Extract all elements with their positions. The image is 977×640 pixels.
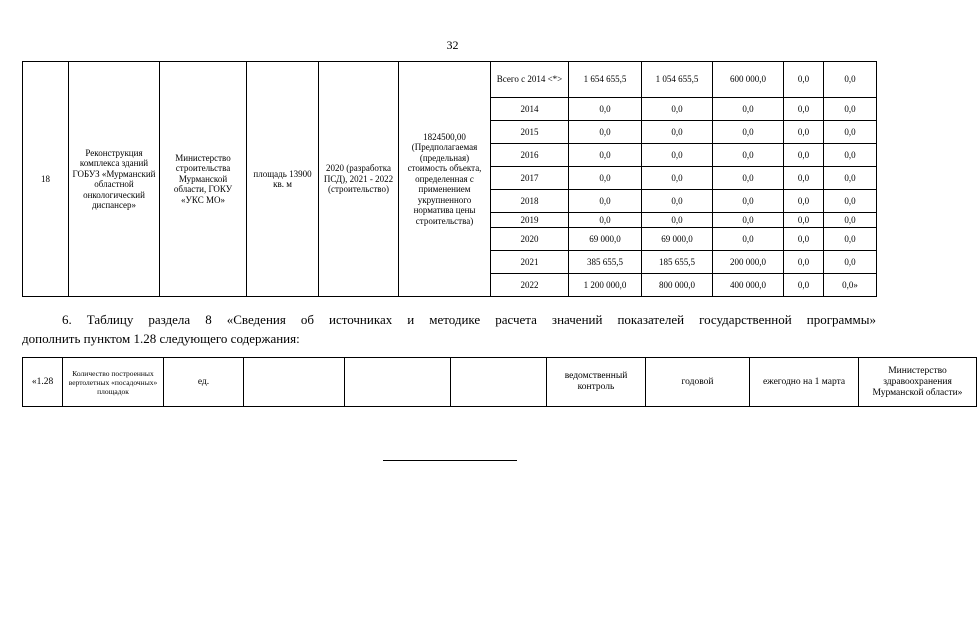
project-period: 2020 (разработка ПСД), 2021 - 2022 (строительство) <box>319 62 399 297</box>
federal-budget-value: 400 000,0 <box>713 274 784 297</box>
indicator-number: «1.28 <box>23 358 63 407</box>
indicator-empty-cell <box>451 358 547 407</box>
year-label: 2020 <box>491 228 569 251</box>
regional-budget-value: 0,0 <box>642 190 713 213</box>
local-budget-value: 0,0 <box>784 121 824 144</box>
extrabudget-value: 0,0 <box>824 213 877 228</box>
year-label: 2021 <box>491 251 569 274</box>
federal-budget-value: 0,0 <box>713 121 784 144</box>
extrabudget-value: 0,0 <box>824 144 877 167</box>
extrabudget-value: 0,0 <box>824 62 877 98</box>
project-year-row <box>23 62 877 98</box>
footer-rule <box>383 460 517 461</box>
year-label: Всего с 2014 <*> <box>491 62 569 98</box>
local-budget-value: 0,0 <box>784 213 824 228</box>
federal-budget-value: 0,0 <box>713 144 784 167</box>
extrabudget-value: 0,0 <box>824 121 877 144</box>
indicator-method: ведомственный контроль <box>547 358 646 407</box>
regional-budget-value: 185 655,5 <box>642 251 713 274</box>
total-value: 1 200 000,0 <box>569 274 642 297</box>
local-budget-value: 0,0 <box>784 251 824 274</box>
extrabudget-value: 0,0 <box>824 190 877 213</box>
local-budget-value: 0,0 <box>784 98 824 121</box>
regional-budget-value: 0,0 <box>642 98 713 121</box>
regional-budget-value: 0,0 <box>642 167 713 190</box>
federal-budget-value: 600 000,0 <box>713 62 784 98</box>
indicator-name: Количество построенных вертолетных «посадочных» площадок <box>63 358 164 407</box>
project-capacity: площадь 13900 кв. м <box>247 62 319 297</box>
year-label: 2016 <box>491 144 569 167</box>
local-budget-value: 0,0 <box>784 190 824 213</box>
local-budget-value: 0,0 <box>784 62 824 98</box>
extrabudget-value: 0,0 <box>824 228 877 251</box>
project-executor: Министерство строительства Мурманской области, ГОКУ «УКС МО» <box>160 62 247 297</box>
total-value: 0,0 <box>569 98 642 121</box>
extrabudget-value: 0,0 <box>824 251 877 274</box>
project-name: Реконструкция комплекса зданий ГОБУЗ «Мурманский областной онкологический диспансер» <box>69 62 160 297</box>
local-budget-value: 0,0 <box>784 167 824 190</box>
extrabudget-value: 0,0 <box>824 167 877 190</box>
local-budget-value: 0,0 <box>784 228 824 251</box>
total-value: 0,0 <box>569 190 642 213</box>
page-number: 32 <box>446 38 459 52</box>
total-value: 0,0 <box>569 213 642 228</box>
extrabudget-value: 0,0 <box>824 98 877 121</box>
total-value: 0,0 <box>569 144 642 167</box>
project-table <box>22 61 877 297</box>
indicator-table <box>22 357 977 407</box>
year-label: 2017 <box>491 167 569 190</box>
project-row-number: 18 <box>23 62 69 297</box>
regional-budget-value: 800 000,0 <box>642 274 713 297</box>
total-value: 0,0 <box>569 167 642 190</box>
indicator-empty-cell <box>244 358 345 407</box>
indicator-responsible: Министерство здравоохранения Мурманской области» <box>859 358 977 407</box>
indicator-periodicity: годовой <box>646 358 750 407</box>
year-label: 2019 <box>491 213 569 228</box>
year-label: 2022 <box>491 274 569 297</box>
regional-budget-value: 0,0 <box>642 213 713 228</box>
paragraph-line-1: 6. Таблицу раздела 8 «Сведения об источниках и методике расчета значений показателей государственной программы» <box>62 312 876 327</box>
year-label: 2018 <box>491 190 569 213</box>
regional-budget-value: 69 000,0 <box>642 228 713 251</box>
total-value: 385 655,5 <box>569 251 642 274</box>
indicator-row <box>23 358 977 407</box>
total-value: 0,0 <box>569 121 642 144</box>
federal-budget-value: 0,0 <box>713 213 784 228</box>
local-budget-value: 0,0 <box>784 274 824 297</box>
year-label: 2014 <box>491 98 569 121</box>
indicator-unit: ед. <box>164 358 244 407</box>
federal-budget-value: 0,0 <box>713 98 784 121</box>
total-value: 69 000,0 <box>569 228 642 251</box>
paragraph-line-2: дополнить пунктом 1.28 следующего содержания: <box>22 331 300 346</box>
federal-budget-value: 0,0 <box>713 228 784 251</box>
project-cost: 1824500,00 (Предполагаемая (предельная) стоимость объекта, определенная с применением укрупненного норматива цены строительства) <box>399 62 491 297</box>
indicator-deadline: ежегодно на 1 марта <box>750 358 859 407</box>
amendment-paragraph <box>22 310 876 348</box>
local-budget-value: 0,0 <box>784 144 824 167</box>
total-value: 1 654 655,5 <box>569 62 642 98</box>
federal-budget-value: 0,0 <box>713 167 784 190</box>
federal-budget-value: 0,0 <box>713 190 784 213</box>
extrabudget-value: 0,0» <box>824 274 877 297</box>
regional-budget-value: 0,0 <box>642 144 713 167</box>
indicator-empty-cell <box>345 358 451 407</box>
regional-budget-value: 1 054 655,5 <box>642 62 713 98</box>
federal-budget-value: 200 000,0 <box>713 251 784 274</box>
regional-budget-value: 0,0 <box>642 121 713 144</box>
year-label: 2015 <box>491 121 569 144</box>
